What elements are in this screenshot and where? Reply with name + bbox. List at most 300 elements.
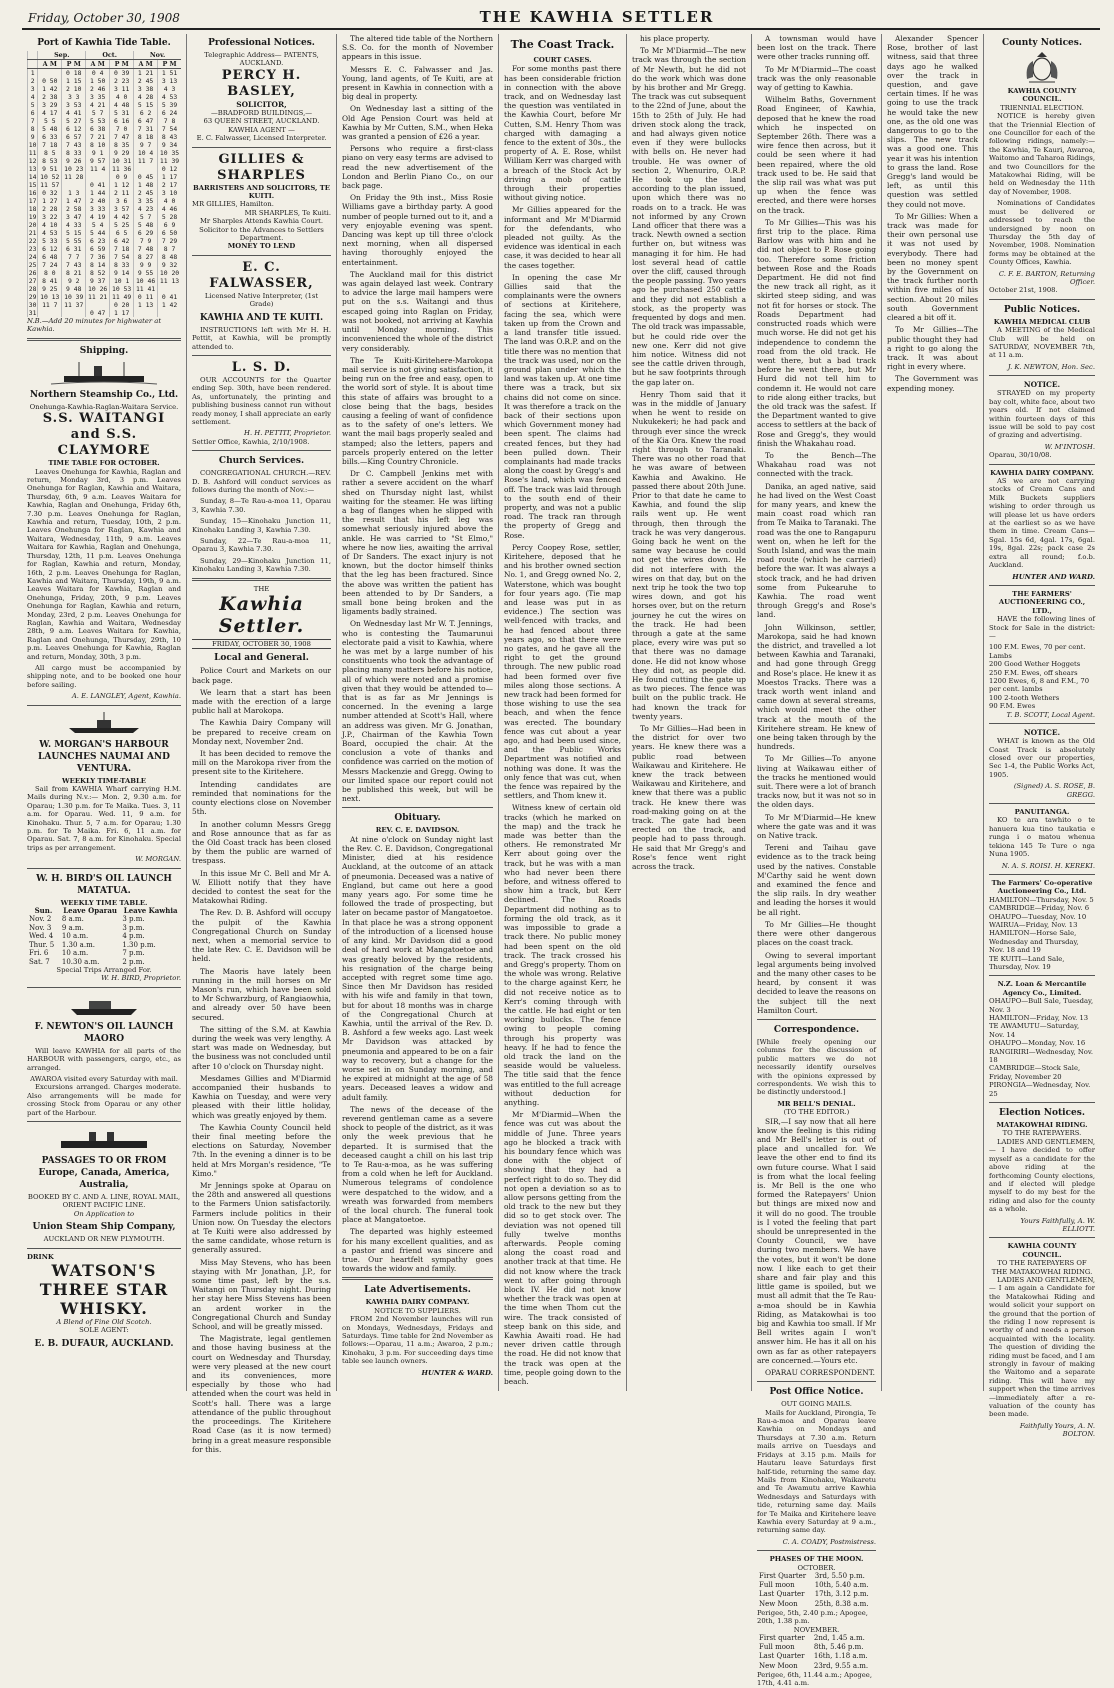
- tide-row: [28, 125, 182, 133]
- moon-phase-cell: New Moon: [759, 1661, 798, 1670]
- tide-cell: 9 29: [110, 149, 134, 157]
- court-report-paragraph: Wilhelm Baths, Government Road Engineer, of Kawhia, deposed that he knew the road which he inspected on September 26th. There was a wire fence then across, but it could be seen where it had been repaired, where the old track used to be. He said that the slip rail was what was put up when the fence was erected, and there were horses on the track.: [757, 95, 876, 215]
- tide-cell: 9 51: [38, 165, 62, 173]
- moon-phase-row: [757, 1662, 876, 1671]
- tide-row: [28, 237, 182, 245]
- tide-row: [28, 301, 182, 309]
- falwasser-name: E. C. FALWASSER,: [209, 259, 314, 291]
- tide-cell: [62, 181, 86, 189]
- tide-cell: 15: [28, 181, 37, 189]
- tide-cell: [86, 173, 110, 181]
- ship-names: S.S. WAITANGI and S.S. CLAYMORE: [42, 411, 166, 459]
- tide-cell: 4 41: [62, 109, 86, 117]
- tide-row: [28, 309, 182, 317]
- tide-cell: 9 14: [110, 269, 134, 277]
- tide-cell: [134, 309, 158, 317]
- tide-cell: 8 10: [86, 141, 110, 149]
- moon-phase-cell: 17th, 3.12 p.m.: [814, 1590, 869, 1599]
- tide-cell: 16: [28, 189, 37, 197]
- tide-row: [28, 77, 182, 85]
- tide-row: [28, 245, 182, 253]
- tide-cell: 10 53: [110, 285, 134, 293]
- tide-cell: 11 39: [158, 157, 181, 165]
- moon-phase-cell: First quarter: [759, 1634, 805, 1643]
- column-2: Professional Notices. Telegraphic Address— PATENTS, AUCKLAND. PERCY H. BASLEY, SOLICITOR, —BRADFORD BUILDINGS,— 63 QUEEN STREET, AUCKLAND. KAWHIA AGENT — E. C. Falwasser, Licensed Interpreter. GILLIES & SHARPLES BARRISTERS AND SOLICITORS, TE KUITI. MR GILLIES, Hamilton. MR SHARPLES, Te Kuiti. Mr Sharples Attends Kawhia Court. Solicitor to the Advances to Settlers Department. MONEY TO LEND E. C. FALWASSER, Licensed Native Interpreter, (1st Grade) KAWHIA AND TE KUITI. INSTRUCTIONS left with Mr H. H. Pettit, at Kawhia, will be promptly attended to. L. S. D. OUR ACCOUNTS for the Quarter ending Sep. 30th, have been rendered. As, unfortunately, the printing and publishing business cannot run without ready money, I shall appreciate an early settlement. H. H. PETTIT, Proprietor. Settler Office, Kawhia, 2/10/1908. Church Services. CONGREGATIONAL CHURCH.—REV. D. B. Ashford will conduct services as follows during the month of Nov.:— Sunday, 8—Te Rau-a-moa 11, Oparau 3, Kawhia 7.30. Sunday, 15—Kinohaku Junction 11, Kinohaku Landing 3, Kawhia 7.30. Sunday, 22—Te Rau-a-moa 11, Oparau 3, Kawhia 7.30. Sunday, 29—Kinohaku Junction 11, Kinohaku Landing 3, Kawhia 7.30. THE Kawhia Settler. FRIDAY, OCTOBER 30, 1908 Local and General. Police Court and Markets on our back page. We learn that a start has been made with the erection of a large public hall at Marokopa. The Kawhia Dairy Company will be prepared to receive cream on Monday next, November 2nd. It has been decided to remove the mill on the Marokopa river from the present site to the Kiritehere. Intending candidates are reminded that nominations for the county elections close on November 5th. In another column Messrs Gregg and Rose announce that as far as the Old Coast track has been closed by them the public are warned of trespass. In this issue Mr C. Bell and Mr A. W. Elliott notify that they have decided to contest the seat for the Matakowhai Riding. The Rev. D. B. Ashford will occupy the pulpit of the Kawhia Congregational Church on Sunday next, when a memorial service to the late Rev. C. E. Davidson will be held. The Maoris have lately been running in the mill horses on Mr Mason's run, which have been sold to Mr Schwarzburg, of Rangiaowhia, and already over 50 have been secured. The sitting of the S.M. at Kawhia during the week was very lengthy. A start was made on Wednesday, but the business was not concluded until after 10 o'clock on Thursday night. Mesdames Gillies and M'Diarmid accompanied their husbands to Kawhia on Tuesday, and were very pleased with their little holiday, which was greatly enjoyed by them. The Kawhia County Council held their final meeting before the elections on Saturday, November 7th. In the evening a dinner is to be held at Mrs Morgan's residence, "Te Kimo." Mr Jennings spoke at Oparau on the 28th and answered all questions to the Farmers Union satisfactorily. Farmers include politics in their Union now. On Tuesday the electors at Te Kuiti were also addressed by the same candidate, whose return is generally assured. Miss May Stevens, who has been staying with Mr Jonathan, J.P., for some time past, left by the s.s. Waitangi on Thursday night. During her stay here Miss Stevens has been an ardent worker in the Congregational Church and Sunday School, and will be greatly missed. The Magistrate, legal gentlemen and those having business at the court on Wednesday and Thursday, were very pleased at the new court and its conveniences, more especially by those who had attended when the court was held in Scott's hall. There was a large attendance of the public throughout the proceedings. The Kiritehere Road Case (as it is now termed) bring in a great measure responsible for this.: [187, 34, 337, 1391]
- tide-cell: 7 0: [110, 125, 134, 133]
- tide-row: [28, 165, 182, 173]
- court-report-paragraph: To Mr M'Diarmid—The coast track was the only reasonable way of getting to Kawhia.: [757, 64, 876, 93]
- tide-note: N.B.—Add 20 minutes for highwater at Kawhia.: [27, 317, 162, 334]
- court-report-paragraph: Mr Gillies appeared for the informant and Mr M'Diarmid for the defendants, who pleaded not guilty. As the evidence was identical in each case, it was decided to hear all the cases together.: [504, 205, 621, 270]
- tide-cell: 4 3: [158, 85, 181, 93]
- tide-cell: 9 32: [158, 261, 181, 269]
- tide-cell: 10 4: [134, 149, 158, 157]
- tide-cell: 10 31: [110, 157, 134, 165]
- moon-phase-row: [757, 1643, 876, 1652]
- timetable-cell: 3 p.m.: [122, 915, 145, 924]
- moon-phase-cell: 23rd, 9.55 a.m.: [813, 1661, 869, 1670]
- tide-cell: 7 54: [158, 125, 181, 133]
- tide-cell: 8 27: [134, 253, 158, 261]
- church-services-heading: Church Services.: [218, 456, 305, 467]
- moon-phase-cell: 3rd, 5.50 p.m.: [814, 1571, 865, 1580]
- tide-cell: 1 51: [158, 69, 181, 78]
- tide-row: [28, 197, 182, 205]
- court-report-paragraph: To Mr M'Diarmid—He knew where the gate was and it was on Native track.: [757, 812, 876, 841]
- tide-cell: 0 18: [62, 69, 86, 78]
- tide-cell: 8 0: [38, 269, 62, 277]
- moon-october: [757, 1572, 876, 1609]
- tide-row: [28, 277, 182, 285]
- tide-cell: 6 16: [110, 117, 134, 125]
- tide-cell: 2 23: [110, 77, 134, 85]
- news-item: The altered tide table of the Northern S.S. Co. for the month of November appears in this issue.: [342, 34, 493, 62]
- tide-cell: 19: [28, 213, 37, 221]
- timetable-cell: Wed. 4: [29, 932, 54, 941]
- tide-cell: 11 37: [62, 301, 86, 309]
- church-service-item: Sunday, 15—Kinohaku Junction 11, Kinohaku Landing 3, Kawhia 7.30.: [192, 517, 331, 534]
- tide-cell: 7 9: [134, 237, 158, 245]
- tide-cell: 10 35: [158, 149, 181, 157]
- timetable-row: [27, 915, 181, 923]
- tide-cell: 17: [28, 197, 37, 205]
- tide-cell: 8 33: [62, 149, 86, 157]
- liner-illustration: [49, 1126, 159, 1152]
- columns: [22, 34, 1100, 1688]
- tide-cell: 8 33: [110, 261, 134, 269]
- obituary-paragraph: The news of the decease of the reverend gentleman came as a severe shock to people of the district, as it was only the week previous that he departed. It is surmised that the deceased caught a chill on his last trip to Te Rau-a-moa, as he was suffering from a cold when he left for Auckland. Numerous telegrams of condolence were despatched to the widow, and a wreath was forwarded from members of the local church. The funeral took place at Mangatoetoe.: [342, 1104, 493, 1225]
- tide-cell: 6 9: [158, 221, 181, 229]
- tide-cell: 9 2: [62, 277, 86, 285]
- court-report-paragraph: Percy Coopey Rose, settler, Kiritehere, deposed that he and his brother owned section No. 1, and Gregg owned No. 2, Waterstone, which was bought for four years ago. (Tie map and lease was put in as evidence.) The section was well-fenced with tracks, and he had fenced about three years ago, so that there were no gates, and he gave all the right to get the ground through. The new public road had been formed over five miles along those sections. A new track had been formed for those wishing to use the sea beach, and when the fence was erected. The boundary fence was cut about a year ago, and had been used since, and the Public Works Department was notified and nothing was done. It was the only fence that was cut, when the fence was repaired by the settlers, and Thom knew it.: [504, 542, 621, 801]
- tide-cell: 1 48: [134, 181, 158, 189]
- tide-row: [28, 261, 182, 269]
- tide-cell: 24: [28, 253, 37, 261]
- tide-cell: 21: [28, 229, 37, 237]
- tide-cell: 3 47: [62, 213, 86, 221]
- tide-cell: 0 4: [86, 69, 110, 78]
- tide-cell: 4 53: [38, 229, 62, 237]
- church-service-item: Sunday, 29—Kinohaku Junction 11, Kinohaku Landing 3, Kawhia 7.30.: [192, 556, 331, 574]
- tide-cell: 9 7: [134, 141, 158, 149]
- sale-item: CAMBRIDGE—Stock Sale, Friday, November 20: [989, 1064, 1081, 1081]
- tide-row: [28, 141, 182, 149]
- tide-cell: 7 7: [62, 253, 86, 261]
- tide-cell: 11 7: [134, 157, 158, 165]
- tide-cell: 0 47: [86, 309, 110, 317]
- tide-cell: 6 31: [62, 245, 86, 253]
- tide-cell: 9 34: [158, 141, 181, 149]
- tide-cell: 6 5: [110, 229, 134, 237]
- local-news-item: In another column Messrs Gregg and Rose announce that as far as the Old Coast track has been closed by them the public are warned of trespass.: [192, 819, 331, 866]
- moon-phase-cell: 2nd, 1.45 a.m.: [813, 1634, 865, 1643]
- moon-phase-row: [757, 1590, 876, 1599]
- obituary-heading: Obituary.: [394, 813, 441, 824]
- tide-cell: 5 15: [62, 229, 86, 237]
- shipping-heading: Shipping.: [79, 345, 129, 356]
- column-4: The Coast Track. COURT CASES. For some months past there has been considerable friction in connection with the above track, and on Wednesday last the question was ventilated in the Kawhia Court, before Mr Cutten, S.M. Henry Thom was charged with damaging a fence to the extent of 30s., the property of A. E. Rose, whilst William Kerr was charged with a breach of the Stock Act by driving a mob of cattle through their properties without giving notice. Mr Gillies appeared for the informant and Mr M'Diarmid for the defendants, who pleaded not guilty. As the evidence was identical in each case, it was decided to hear all the cases together. In opening the case Mr Gillies said that the complainants were the owners of sections at Kiritehere, facing the sea, which were taken up from the Crown and a land transfer title issued. The land was O.R.P. and on the title there was no mention that the track was used, nor on the ground plan under which the land was taken up. At one time there was a track, but six chains did not come on since. It was therefore a track on the back of their sections upon which Government money had been spent. The claims had created fences, but they had been pulled down. Their complainants had made tracks along the coast by Gregg's and Rose's land, which was fenced off. The track was laid through to the south end of their property, and was not a public road. The track ran through the property of Gregg and Rose. Percy Coopey Rose, settler, Kiritehere, deposed that he and his brother owned section No. 1, and Gregg owned No. 2, Waterstone, which was bought for four years ago. (Tie map and lease was put in as evidence.) The section was well-fenced with tracks, and he had fenced about three years ago, so that there were no gates, and he gave all the right to get the ground through. The new public road had been formed over five miles along those sections. A new track had been formed for those wishing to use the sea beach, and when the fence was erected. The boundary fence was cut about a year ago, and had been used since, and the Public Works Department was notified and nothing was done. It was the only fence that was cut, when the fence was repaired by the settlers, and Thom knew it. Witness knew of certain old tracks (which he marked on the map) and the track he made was better than the others. He remonstrated Mr Kerr about going over the track, but he was with a man who had never been there before, and witness offered to show him a track, but Kerr declined. The Roads Department did nothing as to forming the old track, as it was impossible to grade a track there. No public money had been spent on the old track. The track crossed his and Gregg's property. Thom on the whole was wrong. Relative to the charge against Kerr, he did not receive notice as to Kerr's coming through with the cattle. He had eight or ten working bullocks. The fence owing to people coming through his property was heavy. If he had to fence the old track the land on the seaside would be valueless. The title said that the fence was entitled to the full acreage without deduction for anything. Mr M'Diarmid—When the fence was cut was about the middle of June. Three years ago he blocked a track with his boundary fence which was done with the object of showing that they had a perfect right to do so. They did not open a deviation so as to allow persons getting from the old track to the new but they did so to get stock over. The deviation was not opened till fully twelve months afterwards. People coming along the coast road and another track at that time. He did not know where the track went to after going through block IV. He did not know whether the track was open at the time when Thom cut the wire. The track consisted of steep bank on this side, and Kawhia Awaiti road. He had never driven cattle through the road. He did not know that the track was open at the time, people going down to the beach.: [499, 34, 627, 1391]
- correspondence-heading: Correspondence.: [773, 1024, 860, 1035]
- column-3: The altered tide table of the Northern S.S. Co. for the month of November appears in this issue. Messrs E. C. Falwasser and Jas. Young, land agents, of Te Kuiti, are at present in Kawhia in connection with a big deal in property. On Wednesday last a sitting of the Old Age Pension Court was held at Kawhia by Mr Cutten, S.M., when Heka was granted a pension of £26 a year. Persons who require a first-class piano on very easy terms are advised to read the new advertisement of the London and Berlin Piano Co., on our back page. On Friday the 9th inst., Miss Rosie Williams gave a birthday party. A good number of people turned out to it, and a very enjoyable evening was spent. Dancing was kept up till three o'clock next morning, when all dispersed having thoroughly enjoyed the entertainment. The Auckland mail for this district was again delayed last week. Contrary to advice the large mail hampers were put on the s.s. Waitangi and thus escaped going into Raglan on Friday, was not booked, not arriving at Kawhia until Monday morning. This inconvenienced the whole of the district very considerably. The Te Kuiti-Kiritehere-Marokopa mail service is not giving satisfaction, it being run on the free and easy, open to the world sort of style. It is about time this state of affairs was brought to a close being that the bags, besides causing a feeling of want of confidence as to the safety of one's letters. We want the mail bags properly sealed and stamped; also the letters, papers and parcels properly entered on the letter bills.—King Country Chronicle. Dr C. Campbell Jenkins met with rather a severe accident on the wharf shed on Thursday night last, whilst waiting for the steamer. He was lifting a bag of flanges when he slipped with the result that his left leg was somewhat seriously injured above the ankle. He was carried to "St Elmo," where he now lies, awaiting the arrival of Dr Sanders. The exact injury is not known, but the doctor himself thinks that the leg has been fractured. Since the above was written the patient has been attended to by Dr Sanders, a small bone being broken and the ligaments badly strained. On Wednesday last Mr W. T. Jennings, who is contesting the Taumarunui electorate paid a visit to Kawhia, where he was met by a large number of his constituents who took the advantage of placing many matters before his notice, all of which were noted and a promise given that they would be attended to—that is as far as Mr Jennings is concerned. In the evening a large number attended at Scott's Hall, where an address was given. Mr G. Jonathan, J.P., Chairman of the Kawhia Town Board, occupied the chair. At the conclusion a vote of thanks and confidence was carried on the motion of Messrs Mackenzie and Gregg. Owing to our limited space our report could not be published this week, but will be next. Obituary. REV. C. E. DAVIDSON. At nine o'clock on Sunday night last the Rev. C. E. Davidson, Congregational Minister, died at his residence Auckland, at the outcome of an attack of pneumonia. Deceased was a native of England, but came out here a good many years ago. For some time he followed the trade of prospecting, but later on became pastor of Mangatoetoe. In that place he was a strong opponent of the introduction of a licensed house of any kind. Mr Davidson did a good deal of hard work at Mangatoetoe and was greatly beloved by the residents, his resignation of the charge being accepted with regret some time ago. Since then Mr Davidson has resided with his wife and family in that town, but for about 18 months was in charge of the Congregational Church at Kawhia, until the arrival of the Rev. D. B. Ashford a few weeks ago. Last week Mr Davidson was attacked by pneumonia and appeared to be on a fair way to recovery, but a change for the worse set in on Sunday morning, and he expired at midnight at the age of 58 years. Deceased leaves a widow and adult family. The news of the decease of the reverend gentleman came as a severe shock to people of the district, as it was only the week previous that he departed. It is surmised that the deceased caught a chill on his last trip to Te Rau-a-moa, as he was suffering from a cold when he left for Auckland. Numerous telegrams of condolence were despatched to the widow, and a wreath was forwarded from members of the local church. The funeral took place at Mangatoetoe. The departed was highly esteemed for his many excellent qualities, and as a pastor and friend was sincere and true. Our heartfelt sympathy goes towards the widow and family. Late Advertisements. KAWHIA DAIRY COMPANY. NOTICE TO SUPPLIERS. FROM 2nd November launches will run on Mondays, Wednesdays, Fridays and Saturdays. Time table for 2nd November as follows:—Oparau, 11 a.m.; Awaroa, 2 p.m.; Kinohaku, 3 p.m. For succeeding days time table see launch owners. HUNTER & WARD.: [337, 34, 499, 1391]
- tide-cell: 7 43: [62, 141, 86, 149]
- tide-cell: 3 33: [86, 205, 110, 213]
- royal-crest-icon: [1019, 51, 1065, 85]
- paper-nameplate: Kawhia Settler.: [218, 593, 305, 638]
- tide-cell: 5 15: [134, 101, 158, 109]
- tide-cell: 0 50: [38, 77, 62, 85]
- moon-phase-cell: 8th, 5.46 p.m.: [813, 1643, 864, 1652]
- timetable-cell: 2 p.m.: [122, 957, 145, 966]
- tide-cell: 1 17: [158, 173, 181, 181]
- news-item: Messrs E. C. Falwasser and Jas. Young, land agents, of Te Kuiti, are at present in Kawhia in connection with a big deal in property.: [342, 64, 493, 102]
- tide-cell: 18: [28, 205, 37, 213]
- letter-paragraph: OPARAU CORRESPONDENT.: [765, 1368, 875, 1378]
- tide-cell: 1 42: [158, 301, 181, 309]
- church-service-item: Sunday, 22—Te Rau-a-moa 11, Oparau 3, Kawhia 7.30.: [192, 537, 331, 554]
- tide-cell: 6 24: [158, 109, 181, 117]
- tide-cell: 11: [28, 149, 37, 157]
- court-report-paragraph: To Mr M'Diarmid—The new track was through the section of Mr Newth, but he did not do the work which was done by his brother and Mr Gregg. The track was cut subsequent to the 22nd of June, about the 15th to 25th of July. He had driven stock along the track, and had always given notice even if they were bullocks with bells on. He never had trouble. He was owner of section 2, Whenuriro, O.R.P. He took up the land according to the plan issued, upon which there was no roads on to a track. He was not informed by any Crown Land officer that there was a track. Newth owned a section further on, but witness was managing it for him. He had lost several head of cattle over the cliff, caused through the people passing. Two years ago he purchased 250 cattle and they did not establish a stock, as the property was frequented by dogs and men. The old track was impassable, but he could ride over the new one. Kerr did not give him notice. Witness did not see the cattle driven through, but he saw footprints through the gap later on.: [632, 46, 746, 387]
- tide-cell: 25: [28, 261, 37, 269]
- timetable-cell: 10 a.m.: [61, 949, 89, 958]
- moon-phase-cell: Full moon: [759, 1643, 795, 1652]
- tide-cell: 3 35: [86, 93, 110, 101]
- timetable-cell: 1.30 a.m.: [61, 940, 95, 949]
- court-report-paragraph: In opening the case Mr Gillies said that the complainants were the owners of sections at Kiritehere, facing the sea, which were taken up from the Crown and a land transfer title issued. The land was O.R.P. and on the title there was no mention that the track was used, nor on the ground plan under which the land was taken up. At one time there was a track, but six chains did not come on since. It was therefore a track on the back of their sections upon which Government money had been spent. The claims had created fences, but they had been pulled down. Their complainants had made tracks along the coast by Gregg's and Rose's land, which was fenced off. The track was laid through to the south end of their property, and was not a public road. The track ran through the property of Gregg and Rose.: [504, 272, 621, 540]
- tide-cell: 9 57: [86, 157, 110, 165]
- timetable-row: [27, 941, 181, 949]
- tide-cell: 6 2: [134, 109, 158, 117]
- tide-cell: 2 11: [110, 189, 134, 197]
- tide-cell: 2: [28, 77, 38, 85]
- tide-cell: 5 48: [134, 221, 158, 229]
- tide-row: [28, 221, 182, 229]
- newspaper-title: THE KAWHIA SETTLER: [479, 8, 715, 26]
- tide-cell: 11 28: [62, 173, 86, 181]
- tide-cell: 26: [28, 269, 37, 277]
- stock-item: 100 F.M. Ewes, 70 per cent. Lambs: [989, 643, 1086, 660]
- tide-cell: 20: [28, 221, 37, 229]
- news-item: The Te Kuiti-Kiritehere-Marokopa mail service is not giving satisfaction, it being run on the free and easy, open to the world sort of style. It is about time this state of affairs was brought to a close being that the bags, besides causing a feeling of want of confidence as to the safety of one's letters. We want the mail bags properly sealed and stamped; also the letters, papers and parcels properly entered on the letter bills.—King Country Chronicle.: [342, 355, 493, 466]
- tide-cell: 11 21: [86, 293, 110, 301]
- column-7: [882, 34, 984, 1391]
- tide-row: [28, 213, 182, 221]
- column-8: County Notices. KAWHIA COUNTY COUNCIL. TRIENNIAL ELECTION. NOTICE is hereby given that the Triennial Election of one Councillor for each of the following ridings, namely:—the Kawhia, Te Kauri, Awaroa, Waitomo and Taharoa Ridings, and two Councillors for the Matakowhai Riding, will be held on Wednesday the 11th day of November, 1908. Nominations of Candidates must be delivered or addressed to reach the undersigned by noon on Thursday the 5th day of November, 1908. Nomination forms may be obtained at the County Offices, Kawhia. C. F. E. BARTON, Returning Officer. October 21st, 1908. Public Notices. KAWHIA MEDICAL CLUB A MEETING of the Medical Club will be held on SATURDAY, NOVEMBER 7th, at 11 a.m. J. K. NEWTON, Hon. Sec. NOTICE. STRAYED on my property bay colt, white face, about two years old. If not claimed within fourteen days of this issue will be sold to pay cost of grazing and advertising. W. M'INTOSH. Oparau, 30/10/08. KAWHIA DAIRY COMPANY. AS we are not carrying stocks of Cream Cans and Milk Buckets suppliers wishing to order through us will please let us have orders at the earliest so as we have them in time. Cream Cans—Sgal. 15s 6d, 4gal. 17s, 6gal. 19s, 8gal. 22s; pack case 2s extra all round; f.o.b. Auckland. HUNTER AND WARD. THE FARMERS' AUCTIONEERING CO., LTD., HAVE the following lines of Stock for Sale in the district:— 100 F.M. Ewes, 70 per cent. Lambs 200 Good Wether Hoggets 250 F.M. Ewes, off shears 1200 Ewes, 6, 8 and F.M., 70 per cent. lambs 100 2-tooth Wethers 90 F.M. Ewes T. B. SCOTT, Local Agent. NOTICE. WHAT is known as the Old Coast Track is absolutely closed over our properties, Sec 1-4, the Public Works Act, 1905. (Signed) A. S. ROSE, B. GREGG. PANUITANGA. KO te ara tawhito o te hanuera kua tino taukatia e runga i o matou whenua tekiona 145 Te Ture o nga Nuna 1905. N. A. S. ROISI. H. KEREKI. The Farmers' Co-operative Auctioneering Co., Ltd. HAMILTON—Thursday, Nov. 5 CAMBRIDGE—Friday, Nov. 6 OHAUPO—Tuesday, Nov. 10 WAIRUA—Friday, Nov. 13 HAMILTON—Horse Sale, Wednesday and Thursday, Nov. 18 and 19 TE KUITI—Land Sale, Thursday, Nov. 19 N.Z. Loan & Mercantile Agency Co., Limited. OHAUPO—Bull Sale, Tuesday, Nov. 3 HAMILTON—Friday, Nov. 13 TE AWAMUTU—Saturday, Nov. 14 OHAUPO—Monday, Nov. 16 RANGIRIRI—Wednesday, Nov. 18 CAMBRIDGE—Stock Sale, Friday, November 20 PIRONGIA—Wednesday, Nov. 25 Election Notices. MATAKOWHAI RIDING. TO THE RATEPAYERS. LADIES AND GENTLEMEN,— I have decided to offer myself as a candidate for the above riding at the forthcoming County elections, and if elected will pledge myself to do my best for the riding and also for the county as a whole. Yours Faithfully, A. W. ELLIOTT. KAWHIA COUNTY COUNCIL. TO THE RATEPAYERS OF THE MATAKOWHAI RIDING. LADIES AND GENTLEMEN,— I am again a Candidate for the Matakowhai Riding and would solicit your support on the ground that the portion of the riding I now represent is worthy of and needs a person acquainted with the locality. The question of dividing the riding must be faced, and I am strongly in favour of making the Waitomo and a separate riding. This will have my support when the time arrives—immediately after a re-valuation of the county has been made. Faithfully Yours, A. N. BOLTON.: [989, 38, 1095, 1439]
- tide-cell: 9 37: [86, 277, 110, 285]
- tide-cell: 3 10: [158, 189, 181, 197]
- tide-cell: 8 41: [38, 277, 62, 285]
- tide-cell: 9 48: [62, 285, 86, 293]
- tide-cell: 11 49: [110, 293, 134, 301]
- tide-cell: 2 46: [86, 85, 110, 93]
- tide-cell: 1 27: [38, 197, 62, 205]
- tide-cell: 3 3: [62, 93, 86, 101]
- county-notices-heading: County Notices.: [1002, 38, 1082, 48]
- tide-cell: 5 25: [110, 221, 134, 229]
- moon-phase-cell: New Moon: [759, 1599, 798, 1608]
- column-6: A townsman would have been lost on the track. There were other tracks running off. To Mr M'Diarmid—The coast track was the only reasonable way of getting to Kawhia. Wilhelm Baths, Government Road Engineer, of Kawhia, deposed that he knew the road which he inspected on September 26th. There was a wire fence then across, but it could be seen where it had been repaired, where the old track used to be. He said that the slip rail was what was put up when the fence was erected, and there were horses on the track. To Mr Gillies—This was his first trip to the place. Rima Barlow was with him and he did not object to P. Rose going too. Therefore some friction between Rose and the Roads Department. He did not find the new track all right, as it skirted steep siding, and was not fit for horses or stock. The Roads Department had constructed roads which were much worse. He did not get his independence to condemn the road from the old track. He went there, but a bad track before he went there, but Mr Hurd did not tell him to condemn it. He would not care to ride along either tracks, but the old track was the safest. If the Department wanted to give access to settlers at the back of Rose and Gregg's, they would finish the Whakahau road. To the Bench—The Whakahau road was not connected with the track. Danika, an aged native, said he had lived on the West Coast for many years, and knew the main coast road which ran from Te Maika to Taranaki. The road was the one to Rangapuru went on, when he left for the South Island, and was the main road route (which he carried) before the war. It was always a stock track, and he had driven some from Pukearuhe to Kawhia. The road went through Gregg's and Rose's land. John Wilkinson, settler, Marokopa, said he had known the district, and travelled a lot between Kawhia and Taranaki, and had gone through Gregg and Rose's place. He knew it as Moestos Tracks. There was a track worth went inland and came down at several streams, which would meet the other track at the mouth of the Kiritehere stream. He knew of one being taken through by the hundreds. To Mr Gillies—To anyone living at Waikawau either of the tracks he mentioned would suit. There were a lot of branch tracks now, but it was not so in the olden days. To Mr M'Diarmid—He knew where the gate was and it was on Native track. Tereni and Taihau gave evidence as to the track being used by the natives. Constable M'Carthy said he went down and examined the fence and the slip rails. In dry weather and leading the horses it would be all right. To Mr Gillies—He thought there were other dangerous places on the coast track. Owing to several important legal arguments being involved and the many other cases to be heard, by consent it was decided to leave the reasons on the subject till the next Hamilton Court. Correspondence. [While freely opening our columns for the discussion of public matters we do not necessarily identify ourselves with the opinions expressed by correspondents. We wish this to be distinctly understood.] MR BELL'S DENIAL. (TO THE EDITOR.) SIR,—I say now that all here know the feeling is this riding and Mr Bell's letter is out of place and uncalled for. We leave the other end to find its own future course. What I said is from what the local feeling is. Mr Bell is the one who formed the Ratepayers' Union but things are mixed now and it will do no good. The trouble is I voted the feeling that part should be unrepresented in the County Council, we have during two members. We have the votes, but it won't be done now. I like each to get their share and fair play and this little game is spoiled, but we must all admit that the Te Rau-a-moa should be in Kawhia Riding, as Matakowhai is too big and Kawhia too small. If Mr Bell writes again I won't answer him. He has it all on his own as far as other ratepayers are concerned.—Yours etc. OPARAU CORRESPONDENT. Post Office Notice. OUT GOING MAILS. Mails for Auckland, Pirongia, Te Rau-a-moa and Oparau leave Kawhia on Mondays and Thursdays at 7.30 a.m. Return mails arrive on Tuesdays and Fridays at 3.15 p.m. Mails for Hautaru leave Saturdays first half-tide, returning the same day. Mails from Kinohaku, Waikaretu and Te Awamutu arrive Kawhia Wednesdays and Saturdays with tide, returning same day. Mails for Te Maika and Kiritehere leave Kawhia every Saturday at 9 a.m., returning same day. C. A. COADY, Postmistress. PHASES OF THE MOON. OCTOBER. First Quarter 3rd, 5.50 p.m. Full moon 10th, 5.40 a.m. Last Quarter 17th, 3.12 p.m. New Moon 25th, 8.38 a.m. Perigee, 5th, 2.40 p.m.; Apogee, 20th, 1.38 p.m. NOVEMBER. First quarter 2nd, 1.45 a.m. Full moon 8th, 5.46 p.m. Last Quarter 16th, 1.18 a.m. New Moon 23rd, 9.55 a.m. Perigee, 6th, 11.44 a.m.; Apogee, 17th, 4.41 a.m.: [752, 34, 882, 1391]
- news-item: On Wednesday last Mr W. T. Jennings, who is contesting the Taumarunui electorate paid a visit to Kawhia, where he was met by a large number of his constituents who took the advantage of placing many matters before his notice, all of which were noted and a promise given that they would be attended to—that is as far as Mr Jennings is concerned. In the evening a large number attended at Scott's Hall, where an address was given. Mr G. Jonathan, J.P., Chairman of the Kawhia Town Board, occupied the chair. At the conclusion a vote of thanks and confidence was carried on the motion of Messrs Mackenzie and Gregg. Owing to our limited space our report could not be published this week, but will be next.: [342, 619, 493, 804]
- letter-paragraph: SIR,—I say now that all here know the feeling is this riding and Mr Bell's letter is out of place and uncalled for. We leave the other end to find its own future course. What I said is from what the local feeling is. Mr Bell is the one who formed the Ratepayers' Union but things are mixed now and it will do no good. The trouble is I voted the feeling that part should be unrepresented in the County Council, we have during two members. We have the votes, but it won't be done now. I like each to get their share and fair play and this little game is spoiled, but we must all admit that the Te Rau-a-moa should be in Kawhia Riding, as Matakowhai is too big and Kawhia too small. If Mr Bell writes again I won't answer him. He has it all on his own as far as other ratepayers are concerned.—Yours etc.: [757, 1116, 876, 1365]
- local-news-item: The sitting of the S.M. at Kawhia during the week was very lengthy. A start was made on Wednesday, but the business was not concluded until after 10 o'clock on Thursday night.: [192, 1024, 331, 1071]
- tide-cell: 13: [28, 165, 37, 173]
- court-report-paragraph: To Mr Gillies—Had been in the district for over two years. He knew there was a public road between Waikawau and Kiritehere. He knew the track between Waikawau and Kiritehere, and knew that there was a public track. He knew there was road-making going on at the track. The gate had been erected on the track, and people had to pass through. He said that Mr Gregg's and Rose's fence went right across the track.: [632, 724, 746, 872]
- tide-cell: 6 38: [86, 125, 110, 133]
- tide-cell: 10 13: [38, 293, 62, 301]
- coast-track-heading: The Coast Track.: [510, 38, 615, 51]
- sale-item: OHAUPO—Bull Sale, Tuesday, Nov. 3: [989, 997, 1094, 1014]
- tide-cell: 1 12: [110, 181, 134, 189]
- tide-cell: 11 57: [38, 181, 62, 189]
- moon-phase-cell: 16th, 1.18 a.m.: [813, 1652, 868, 1661]
- timetable-cell: Fri. 6: [29, 949, 49, 958]
- tide-cell: 6 29: [134, 229, 158, 237]
- tide-cell: 4 46: [158, 205, 181, 213]
- tide-cell: 8 21: [62, 269, 86, 277]
- tide-cell: 4 19: [86, 213, 110, 221]
- court-report-paragraph: Tereni and Taihau gave evidence as to the track being used by the natives. Constable M'Carthy said he went down and examined the fence and the slip rails. In dry weather and leading the horses it would be all right.: [757, 843, 876, 917]
- tide-cell: 5 7: [86, 109, 110, 117]
- tide-cell: 2 45: [134, 77, 158, 85]
- moon-phase-row: [757, 1600, 876, 1609]
- tide-cell: 11 7: [38, 301, 62, 309]
- tide-cell: 10 26: [86, 285, 110, 293]
- tide-row: [28, 149, 182, 157]
- tide-cell: 7 8: [158, 117, 181, 125]
- tide-cell: 8 43: [158, 133, 181, 141]
- moon-phase-row: [757, 1581, 876, 1590]
- timetable-cell: 3 p.m.: [122, 923, 145, 932]
- timetable-cell: 7 p.m.: [122, 949, 145, 958]
- tide-cell: 7 24: [38, 261, 62, 269]
- tide-subheader: P M: [110, 60, 134, 69]
- tide-cell: [158, 309, 181, 317]
- sale-item: HAMILTON—Thursday, Nov. 5: [989, 895, 1094, 904]
- tide-cell: 14: [28, 173, 37, 181]
- tide-cell: 4 42: [110, 213, 134, 221]
- tide-cell: 29: [28, 293, 37, 301]
- sale-item: RANGIRIRI—Wednesday, Nov. 18: [989, 1047, 1094, 1065]
- tide-cell: 4 53: [158, 93, 181, 101]
- local-news-item: Mr Jennings spoke at Oparau on the 28th and answered all questions to the Farmers Union satisfactorily. Farmers include politics in their Union now. On Tuesday the electors at Te Kuiti were also addressed by the same candidate, whose return is generally assured.: [192, 1181, 331, 1255]
- tide-row: [28, 133, 182, 141]
- professional-notices-heading: Professional Notices.: [208, 38, 315, 48]
- timetable-cell: Sat. 7: [29, 957, 50, 966]
- timetable-cell: Nov. 3: [29, 923, 52, 932]
- news-item: On Wednesday last a sitting of the Old Age Pension Court was held at Kawhia by Mr Cutten, S.M., when Heka was granted a pension of £26 a year.: [342, 104, 493, 142]
- tide-row: [28, 229, 182, 237]
- tide-cell: 8 53: [38, 157, 62, 165]
- tide-cell: 6 50: [158, 229, 181, 237]
- court-report-paragraph: To Mr Gillies—He thought there were other dangerous places on the coast track.: [757, 919, 876, 948]
- tide-row: [28, 285, 182, 293]
- court-report-paragraph: Owing to several important legal arguments being involved and the many other cases to be heard, by consent it was decided to leave the reasons on the subject till the next Hamilton Court.: [757, 950, 876, 1015]
- timetable-row: [27, 924, 181, 932]
- tide-cell: 12: [28, 157, 37, 165]
- court-report-paragraph: To the Bench—The Whakahau road was not connected with the track.: [757, 450, 876, 479]
- local-news-item: The Maoris have lately been running in the mill horses on Mr Mason's run, which have been sold to Mr Schwarzburg, of Rangiaowhia, and already over 50 have been secured.: [192, 966, 331, 1022]
- tide-cell: 7 18: [110, 245, 134, 253]
- timetable-row: [27, 949, 181, 957]
- tide-row: [28, 253, 182, 261]
- sale-item: TE AWAMUTU—Saturday, Nov. 14: [989, 1022, 1080, 1039]
- tide-cell: 28: [28, 285, 37, 293]
- tide-cell: 7 31: [134, 125, 158, 133]
- tide-cell: 8 14: [86, 261, 110, 269]
- tide-subheader: P M: [158, 60, 181, 69]
- court-report-paragraph: his place property.: [640, 34, 710, 43]
- tide-cell: 5 33: [38, 237, 62, 245]
- timetable-cell: 10 a.m.: [61, 932, 89, 941]
- tide-cell: 6 33: [38, 133, 62, 141]
- court-report-paragraph: To Mr Gillies—The public thought they had a right to go along the track. It was about right in every where.: [887, 325, 978, 372]
- tide-cell: 7 29: [158, 237, 181, 245]
- gillies-sharples: GILLIES & SHARPLES: [217, 151, 306, 183]
- tide-cell: 22: [28, 237, 37, 245]
- tide-cell: 2 10: [62, 85, 86, 93]
- local-news-item: The Rev. D. B. Ashford will occupy the pulpit of the Kawhia Congregational Church on Sunday next, when a memorial service to the late Rev. C. E. Davidson will be held.: [192, 908, 331, 964]
- sale-item: HAMILTON—Horse Sale, Wednesday and Thursday, Nov. 18 and 19: [989, 929, 1079, 955]
- sale-item: WAIRUA—Friday, Nov. 13: [989, 920, 1078, 929]
- tide-cell: 3 53: [62, 101, 86, 109]
- local-news-item: Intending candidates are reminded that nominations for the county elections close on November 5th.: [192, 779, 331, 817]
- tide-cell: 31: [28, 309, 37, 317]
- issue-date: Friday, October 30, 1908: [28, 11, 180, 25]
- tide-cell: 4 48: [110, 101, 134, 109]
- tide-cell: 7 21: [86, 133, 110, 141]
- tide-cell: 8 52: [86, 269, 110, 277]
- tide-cell: 23: [28, 245, 37, 253]
- news-item: The Auckland mail for this district was again delayed last week. Contrary to advice the large mail hampers were put on the s.s. Waitangi and thus escaped going into Raglan on Friday, was not booked, not arriving at Kawhia until Monday morning. This inconvenienced the whole of the district very considerably.: [342, 269, 493, 353]
- local-news-item: We learn that a start has been made with the erection of a large public hall at Marokopa.: [192, 687, 331, 716]
- news-item: On Friday the 9th inst., Miss Rosie Williams gave a birthday party. A good number of people turned out to it, and a very enjoyable evening was spent. Dancing was kept up till three o'clock next morning, when all dispersed having thoroughly enjoyed the entertainment.: [342, 193, 493, 267]
- bird-timetable: Sun. Leave Oparau Leave Kawhia Nov. 2 8 a.m. 3 p.m. Nov. 3 9 a.m. 3 p.m. Wed. 4 10 a.m. 4 p.m. Thur. 5 1.30 a.m. 1.30 p.m. Fri. 6 10 a.m. 7 p.m. Sat. 7 10.30 a.m. 2 p.m.: [27, 907, 181, 966]
- moon-phase-cell: Last Quarter: [759, 1652, 805, 1661]
- local-news-item: It has been decided to remove the mill on the Marokopa river from the present site to the Kiritehere.: [192, 749, 331, 777]
- tide-cell: 0 9: [110, 173, 134, 181]
- tide-subheader: A M: [38, 60, 62, 69]
- court-report-paragraph: To Mr Gillies—To anyone living at Waikawau either of the tracks he mentioned would suit. There were a lot of branch tracks now, but it was not so in the olden days.: [757, 754, 876, 810]
- church-service-item: Sunday, 8—Te Rau-a-moa 11, Oparau 3, Kawhia 7.30.: [192, 497, 331, 514]
- local-news-item: The Kawhia County Council held their final meeting before the elections on Saturday, November 7th. In the evening a dinner is to be held at Mrs Morgan's residence, "Te Kimo.": [192, 1122, 331, 1178]
- tide-cell: 10 1: [110, 277, 134, 285]
- tide-cell: 8 5: [38, 149, 62, 157]
- tide-cell: 11 36: [110, 165, 134, 173]
- tide-cell: 6 42: [110, 237, 134, 245]
- tide-cell: 0 41: [158, 293, 181, 301]
- tide-cell: 0 45: [134, 173, 158, 181]
- tide-cell: 4 33: [62, 221, 86, 229]
- tide-cell: 4 0: [158, 197, 181, 205]
- local-news-item: Police Court and Markets on our back page.: [192, 666, 331, 685]
- tide-row: [28, 69, 182, 78]
- tide-row: [28, 109, 182, 117]
- tide-row: [28, 293, 182, 301]
- local-news-item: In this issue Mr C. Bell and Mr A. W. Elliott notify that they have decided to contest the seat for the Matakowhai Riding.: [192, 868, 331, 906]
- tide-cell: 8 7: [158, 245, 181, 253]
- moon-phase-cell: Full moon: [759, 1581, 795, 1590]
- tide-cell: 8 48: [158, 253, 181, 261]
- tide-cell: 5 4: [86, 221, 110, 229]
- tide-cell: 5 31: [110, 109, 134, 117]
- tide-cell: 1 15: [62, 77, 86, 85]
- tide-cell: 8 18: [134, 133, 158, 141]
- tide-cell: 1 47: [62, 197, 86, 205]
- tide-row: [28, 157, 182, 165]
- tide-cell: 4: [28, 93, 38, 101]
- tide-cell: 6 48: [38, 253, 62, 261]
- sale-item: HAMILTON—Friday, Nov. 13: [989, 1014, 1089, 1022]
- tide-cell: 4 17: [38, 109, 62, 117]
- tide-cell: 6 59: [86, 245, 110, 253]
- timetable-cell: 10.30 a.m.: [61, 957, 100, 966]
- tide-cell: 3 57: [110, 205, 134, 213]
- court-report-paragraph: Danika, an aged native, said he had lived on the West Coast for many years, and knew the main coast road which ran from Te Maika to Taranaki. The road was the one to Rangapuru went on, when he left for the South Island, and was the main road route (which he carried) before the war. It was always a stock track, and he had driven some from Pukearuhe to Kawhia. The road went through Gregg's and Rose's land.: [757, 481, 876, 620]
- tide-cell: 8: [28, 125, 38, 133]
- tide-cell: 27: [28, 277, 37, 285]
- moon-phase-cell: Last Quarter: [759, 1590, 805, 1599]
- tide-cell: 9 9: [134, 261, 158, 269]
- tide-cell: 6 12: [38, 245, 62, 253]
- tide-cell: 1 21: [134, 69, 158, 78]
- tide-cell: 10 39: [62, 293, 86, 301]
- tide-cell: 1 17: [110, 309, 134, 317]
- tide-cell: 7 43: [62, 261, 86, 269]
- tide-row: [28, 189, 182, 197]
- tide-cell: 5 48: [38, 125, 62, 133]
- timetable-cell: 4 p.m.: [122, 932, 145, 941]
- tide-cell: 9: [28, 133, 38, 141]
- launch-illustration: [49, 710, 159, 736]
- tide-cell: 3: [28, 85, 38, 93]
- tide-cell: 9 26: [62, 157, 86, 165]
- tide-subheader: A M: [86, 60, 110, 69]
- tide-row: [28, 93, 182, 101]
- tide-cell: 2 45: [134, 189, 158, 197]
- tide-cell: 3 22: [38, 213, 62, 221]
- tide-cell: 3 13: [158, 77, 181, 85]
- tide-cell: 9 55: [134, 269, 158, 277]
- court-report-paragraph: For some months past there has been considerable friction in connection with the above track, and on Wednesday last the question was ventilated in the Kawhia Court, before Mr Cutten, S.M. Henry Thom was charged with damaging a fence to the extent of 30s., the property of A. E. Rose, whilst William Kerr was charged with a breach of the Stock Act by driving a mob of cattle through their properties without giving notice.: [504, 64, 621, 203]
- local-news-item: The Magistrate, legal gentlemen and those having business at the court on Wednesday and Thursday, were very pleased at the new court and its conveniences, more especially by those who had attended when the court was held in Scott's hall. There was a large attendance of the public throughout the proceedings. The Kiritehere Road Case (as it is now termed) bring in a great measure responsible for this.: [192, 1334, 331, 1454]
- tide-cell: 10: [28, 141, 37, 149]
- basley-name: PERCY H. BASLEY,: [221, 67, 302, 99]
- local-news-item: The Kawhia Dairy Company will be prepared to receive cream on Monday next, November 2nd.: [192, 718, 331, 746]
- stock-item: 250 F.M. Ewes, off shears: [989, 668, 1078, 677]
- tide-cell: [86, 301, 110, 309]
- court-report-paragraph: Henry Thom said that it was in the middle of January when he went to reside on Nukukekeri; he had pack and through ever since the wreck of the Kia Ora. Knew the road right through to Taranaki. There was no other road that he was aware of between Kawhia and Awakino. He passed there about 20th June. Prior to that date he came to Kawhia, and found the slip rails went up. He went through, then through the track he was very dangerous. Going back he went on the same way because he could not get the wires down. He did not interfere with the wires on that day, but on the next trip he took the two top wires down, and got his horses over, but on the return journey he cut the wires on the track. He had been through a gate at the same place, every wire was put so that there was no damage done. He did not know whose they did not, as people did. He found cutting the gate up as two pieces. The fence was built on the public track. He had known the track for twenty years.: [632, 389, 746, 721]
- local-news-item: Mesdames Gillies and M'Diarmid accompanied their husbands to Kawhia on Tuesday, and were very pleased with their little holiday, which was greatly enjoyed by them.: [192, 1073, 331, 1120]
